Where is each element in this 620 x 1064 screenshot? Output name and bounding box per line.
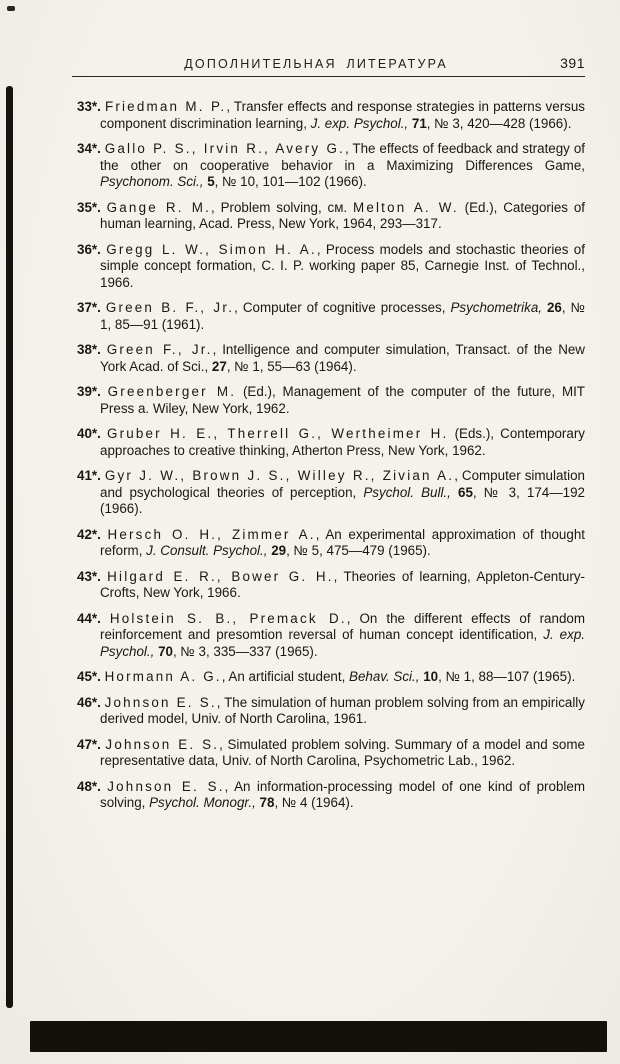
entry-text-spaced: Hormann A. G. [104, 669, 222, 684]
entry-text-italic: J. exp. Psychol., [310, 115, 409, 131]
header-rule [72, 76, 585, 77]
entry-text-bold: 71 [411, 115, 427, 131]
entry-text-bold: 70 [158, 643, 173, 659]
entry-text-spaced: Greenberger M. [107, 384, 237, 399]
entry-text-spaced: Gange R. M. [106, 199, 212, 215]
entry-text-plain: , № 3, 174—192 (1966). [100, 484, 585, 516]
entry-number: 39*. [77, 384, 101, 399]
entry-text-plain: (Ed.), Management of the computer of the future, MIT Press a. Wiley, New York, 1962. [100, 384, 585, 416]
entry-number: 48*. [77, 778, 101, 794]
entry-text-plain: , On the different effects of random reinforcement and presomtion reversal of human concept identification, [100, 610, 585, 642]
entry-text-plain: , Computer simulation and psychological theories of perception, [100, 468, 585, 500]
scan-speck [7, 6, 15, 11]
running-title: ДОПОЛНИТЕЛЬНАЯ ЛИТЕРАТУРА [184, 57, 448, 71]
entry-number: 41*. [77, 468, 101, 483]
entry-text-italic: Psychol. Bull., [363, 484, 451, 500]
entry-text-plain: , № 3, 420—428 (1966). [426, 115, 572, 131]
scan-artifact-bottom-bar [30, 1021, 607, 1052]
entry-text-plain: , Process models and stochastic theories of simple concept formation, C. I. P. working paper 85, Carnegie Inst. of Technol., 1966. [100, 241, 585, 290]
entry-text-bold: 27 [211, 358, 227, 374]
page-number: 391 [560, 55, 585, 71]
entry-text-spaced: Gyr J. W., Brown J. S., Willey R., Zivian A. [104, 468, 455, 483]
entry-text-plain: , № 1, 85—91 (1961). [100, 300, 585, 332]
entry-text-plain: (Eds.), Contemporary approaches to creative thinking, Atherton Press, New York, 1962. [100, 426, 585, 458]
bib-entry [77, 141, 585, 191]
entry-number: 38*. [77, 342, 101, 357]
entry-text-plain: , № 4 (1964). [274, 795, 354, 810]
entry-number: 35*. [77, 199, 101, 215]
entry-text-bold: 29 [271, 543, 287, 558]
bib-entry [77, 384, 585, 417]
entry-number: 42*. [77, 526, 101, 542]
entry-text-spaced: Green F., Jr. [106, 342, 213, 357]
bib-entry [77, 342, 585, 375]
bib-entry [77, 99, 585, 132]
entry-number: 44*. [77, 610, 101, 626]
entry-text-plain: , The simulation of human problem solving from an empirically derived model, Univ. of North Carolina, 1961. [100, 694, 585, 726]
entry-text-spaced: Hersch O. H., Zimmer A. [107, 526, 316, 542]
entry-text-plain: , An artificial student, [221, 669, 350, 684]
entry-text-plain: , The effects of feedback and strategy of the other on cooperative behavior in a Maximizing Differences Game, [100, 141, 585, 173]
bib-entry [77, 694, 585, 728]
bib-entry [77, 526, 585, 560]
bib-entry [77, 241, 585, 292]
entry-text-plain: , Transfer effects and response strategies in patterns versus component discrimination learning, [100, 99, 585, 131]
entry-number: 40*. [77, 426, 101, 441]
entry-text-plain: , Intelligence and computer simulation, Transact. of the New York Acad. of Sci., [100, 342, 585, 374]
entry-text-plain: , № 1, 55—63 (1964). [226, 358, 357, 374]
entry-text-plain: , № 5, 475—479 (1965). [286, 543, 431, 558]
entry-text-bold: 10 [423, 669, 439, 684]
entry-text-italic: J. exp. Psychol., [100, 627, 585, 659]
entry-text-italic: Behav. Sci., [349, 669, 420, 684]
entry-text-spaced: Green B. F., Jr. [105, 300, 235, 315]
bib-entry [77, 610, 585, 661]
entry-text-spaced: Johnson E. S. [105, 736, 220, 752]
entry-text-spaced: Johnson E. S. [104, 694, 217, 710]
entry-text-italic: Psychometrika, [450, 300, 542, 315]
entry-text-plain: , Problem solving, см. [211, 199, 353, 215]
entry-text-spaced: Gallo P. S., Irvin R., Avery G. [104, 141, 345, 156]
entry-text-bold: 78 [259, 795, 275, 810]
entry-number: 47*. [77, 736, 101, 752]
bib-entry [77, 199, 585, 233]
entry-text-plain: , Simulated problem solving. Summary of a model and some representative data, Univ. of North Carolina, Psychometric Lab., 1962. [100, 736, 585, 768]
entry-number: 46*. [77, 694, 101, 710]
bib-entry [77, 300, 585, 333]
entry-text-plain: (Ed.), Categories of human learning, Acad. Press, New York, 1964, 293—317. [100, 199, 585, 231]
entry-text-bold: 26 [546, 300, 562, 315]
entry-text-bold: 5 [207, 174, 215, 189]
entry-text-plain: , Computer of cognitive processes, [234, 300, 451, 315]
entry-text-spaced: Johnson E. S. [107, 778, 225, 794]
entry-text-plain: , № 1, 88—107 (1965). [438, 669, 576, 684]
entry-text-italic: Psychol. Monogr., [149, 795, 256, 810]
bib-entry [77, 669, 585, 686]
entry-number: 43*. [77, 568, 101, 584]
entry-text-spaced: Hilgard E. R., Bower G. H. [107, 568, 334, 584]
scan-artifact-left-bar [6, 86, 13, 1008]
bibliography-list [77, 99, 585, 821]
entry-number: 33*. [77, 99, 101, 114]
bib-entry [77, 468, 585, 518]
entry-text-plain [451, 485, 458, 500]
entry-text-italic: Psychonom. Sci., [100, 174, 204, 189]
bib-entry [77, 568, 585, 602]
entry-text-spaced: Melton A. W. [353, 199, 459, 215]
entry-text-plain: , № 10, 101—102 (1966). [214, 174, 367, 189]
entry-text-plain: , Theories of learning, Appleton-Century-Crofts, New York, 1966. [100, 568, 585, 600]
entry-text-spaced: Friedman M. P. [104, 99, 227, 114]
entry-number: 36*. [77, 241, 101, 257]
page-header [72, 55, 585, 71]
entry-text-plain: , An experimental approximation of thought reform, [100, 526, 585, 558]
entry-text-spaced: Holstein S. B., Premack D. [109, 610, 347, 626]
entry-number: 37*. [77, 300, 101, 315]
bib-entry [77, 426, 585, 459]
bib-entry [77, 736, 585, 770]
entry-text-spaced: Gruber H. E., Therrell G., Wertheimer H. [106, 426, 449, 441]
entry-number: 34*. [77, 141, 101, 156]
entry-text-spaced: Gregg L. W., Simon H. A. [106, 241, 317, 257]
entry-text-plain: , An information-processing model of one kind of problem solving, [100, 778, 585, 810]
entry-text-plain: , № 3, 335—337 (1965). [172, 643, 318, 659]
entry-number: 45*. [77, 669, 101, 684]
entry-text-italic: J. Consult. Psychol., [146, 543, 268, 558]
entry-text-bold: 65 [458, 484, 473, 500]
bib-entry [77, 778, 585, 812]
